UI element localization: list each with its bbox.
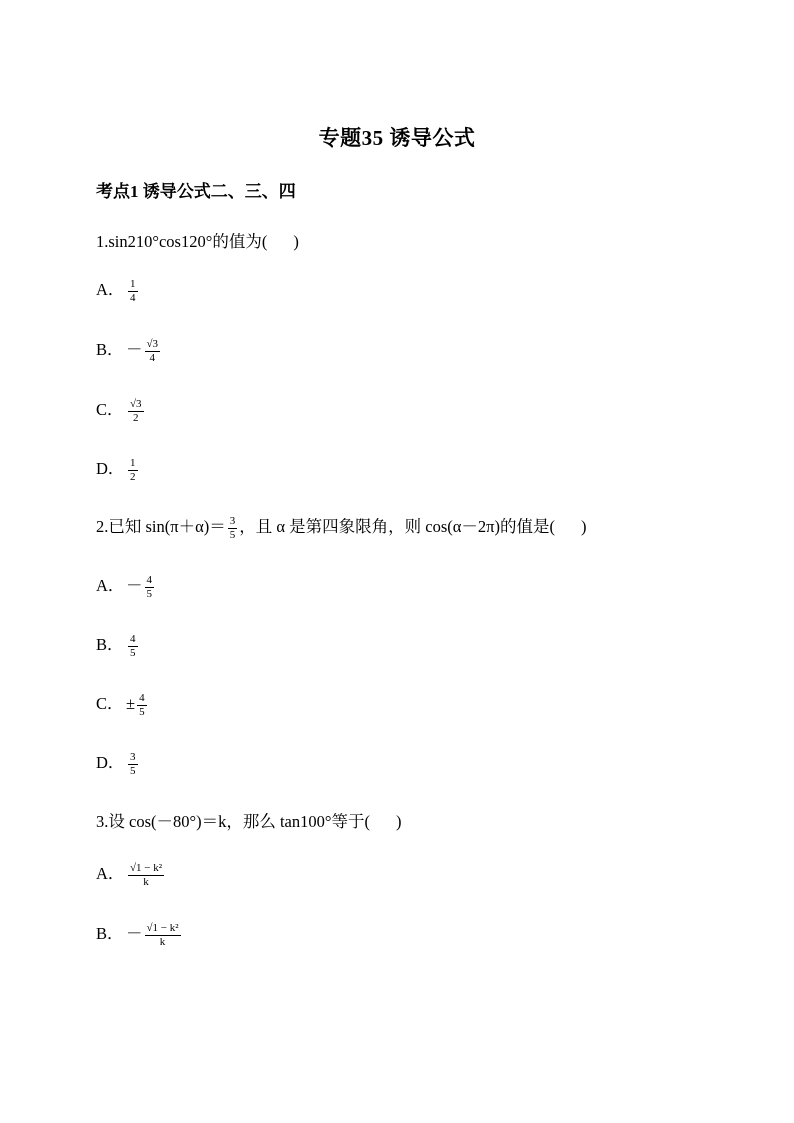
option-letter: D． xyxy=(96,459,125,478)
fraction: $\frac{√3}{2}$ xyxy=(130,398,142,424)
fraction: $\frac{3}{5}$ xyxy=(229,515,236,541)
fraction: $\frac{\text{√1 − k²}}{k}$ xyxy=(146,922,179,948)
question-3-option-a[interactable] xyxy=(96,860,166,888)
fraction: $\frac{3}{5}$ xyxy=(130,751,136,777)
option-letter: A． xyxy=(96,280,125,299)
question-1-stem: 1.sin210°cos120°的值为( ) xyxy=(96,232,299,251)
question-1-option-b[interactable]: B． － $\frac{√3}{4}$ xyxy=(96,336,162,364)
fraction: $\frac{4}{5}$ xyxy=(139,692,145,718)
section-heading: 考点1 诱导公式二、三、四 xyxy=(96,182,296,201)
question-1-option-c[interactable] xyxy=(96,396,146,424)
fraction: $\frac{4}{5}$ xyxy=(130,633,136,659)
option-letter: A． xyxy=(96,864,125,883)
fraction: $\frac{√3}{4}$ xyxy=(146,338,159,364)
option-letter: B． xyxy=(96,340,124,359)
fraction: $\frac{1}{2}$ xyxy=(130,457,136,483)
question-2-option-b[interactable] xyxy=(96,631,140,659)
fraction: $\frac{\text{√1 − k²}}{k}$ xyxy=(130,862,163,888)
question-1-option-a[interactable] xyxy=(96,276,140,304)
option-letter: C． xyxy=(96,400,124,419)
question-3-option-b[interactable]: B． － $\frac{\text{√1 − k²}}{k}$ xyxy=(96,920,183,948)
question-2-option-a[interactable]: A．－ $\frac{4}{5}$ xyxy=(96,572,156,600)
question-2-option-c[interactable]: C． ± $\frac{4}{5}$ xyxy=(96,690,149,718)
fraction: $\frac{1}{4}$ xyxy=(130,278,136,304)
fraction: $\frac{4}{5}$ xyxy=(146,574,152,600)
option-letter: C． xyxy=(96,694,124,713)
option-letter: D． xyxy=(96,753,125,772)
question-1-option-d[interactable] xyxy=(96,455,140,483)
question-2-stem: 2.已知 sin(π＋α)＝ $\frac{3}{5}$ ，且 α 是第四象限角，则 cos(α－2π)的值是( ) xyxy=(96,515,587,541)
option-letter: B． xyxy=(96,924,124,943)
question-3-stem: 3.设 cos(－80°)＝k，那么 tan100°等于( ) xyxy=(96,812,402,831)
option-letter: B． xyxy=(96,635,124,654)
page-title: 专题35 诱导公式 xyxy=(318,126,476,150)
question-2-option-d[interactable] xyxy=(96,749,140,777)
option-letter: A． xyxy=(96,576,125,595)
